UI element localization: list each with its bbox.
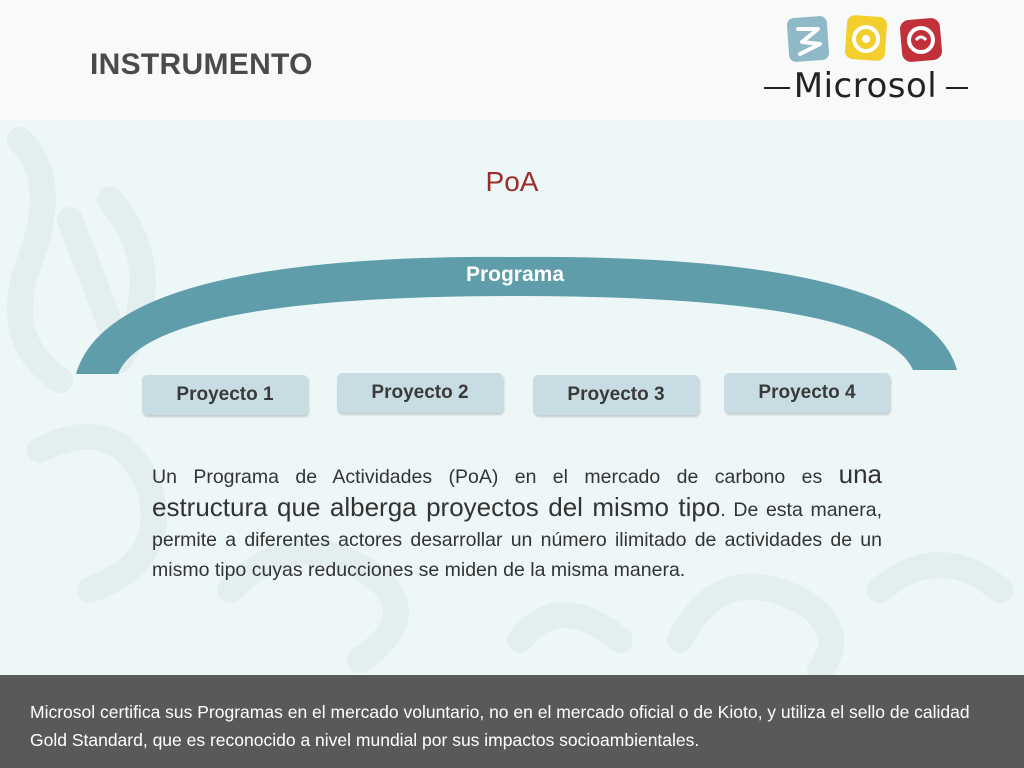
project-box-2: Proyecto 2 [337, 373, 503, 413]
logo-wordmark: Microsol [793, 66, 938, 106]
project-box-3: Proyecto 3 [533, 375, 699, 415]
footer-text: Microsol certifica sus Programas en el mercado voluntario, no en el mercado oficial o de Kioto, y utiliza el sello de calidad Gold Standard, que es reconocido a nivel mundial por sus impactos socioambientales. [30, 702, 970, 750]
project-box-1: Proyecto 1 [142, 375, 308, 415]
diagram-caption: PoA [485, 166, 539, 197]
description-paragraph [152, 459, 882, 585]
paragraph-rest: . De esta manera, permite a diferentes actores desarrollar un número ilimitado de actividades de un mismo tipo cuyas reducciones se miden de la misma manera. [152, 499, 883, 581]
paragraph-emphasis: una estructura que alberga proyectos del mismo tipo [152, 459, 882, 522]
programa-label: Programa [465, 263, 565, 286]
page-title: INSTRUMENTO [90, 48, 313, 81]
paragraph-intro: Un Programa de Actividades (PoA) en el mercado de carbono es [152, 466, 839, 488]
project-box-4: Proyecto 4 [724, 373, 890, 413]
